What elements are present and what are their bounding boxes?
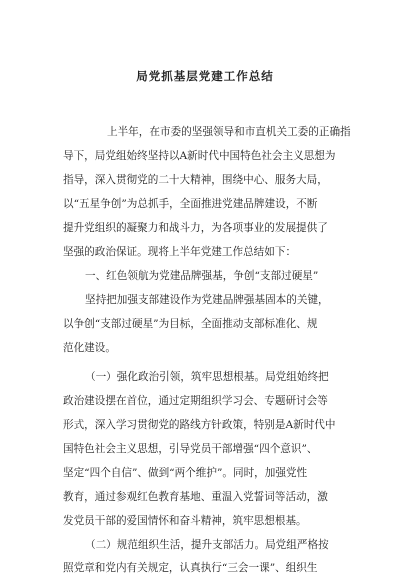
document-title: 局党抓基层党建工作总结 xyxy=(136,69,274,83)
paragraph-line: 发党员干部的爱国情怀和奋斗精神，筑牢思想根基。 xyxy=(63,515,307,527)
paragraph-line: 坚定“四个自信”、做到“两个维护”。同时，加强党性 xyxy=(63,467,308,479)
subsection-heading: （二）规范组织生活，提升支部活力。局党组严格按 xyxy=(85,539,329,551)
paragraph-line: 导下，局党组始终坚持以A新时代中国特色社会主义思想为 xyxy=(63,150,336,162)
paragraph-line: 政治建设摆在首位，通过定期组织学习会、专题研讨会等 xyxy=(63,395,328,407)
paragraph-line: 指导，深入贯彻党的二十大精神，围绕中心、服务大局， xyxy=(63,174,328,186)
paragraph-line: 坚持把加强支部建设作为党建品牌强基固本的关键， xyxy=(85,294,329,306)
paragraph-line: 以“五星争创”为总抓手，全面推进党建品牌建设，不断 xyxy=(63,198,318,210)
subsection-heading: （一）强化政治引领，筑牢思想根基。局党组始终把 xyxy=(85,371,329,383)
section-heading: 一、红色领航为党建品牌强基，争创“支部过硬星” xyxy=(85,270,319,282)
paragraph-line: 国特色社会主义思想，引导党员干部增强“四个意识”、 xyxy=(63,443,318,455)
paragraph-line: 以争创“支部过硬星”为目标，全面推动支部标准化、规 xyxy=(63,318,318,330)
paragraph-line: 提升党组织的凝聚力和战斗力，为各项事业的发展提供了 xyxy=(63,222,328,234)
paragraph-line: 范化建设。 xyxy=(63,342,116,354)
paragraph-line: 上半年，在市委的坚强领导和市直机关工委的正确指 xyxy=(107,126,351,138)
paragraph-line: 照党章和党内有关规定，认真执行“三会一课”、组织生 xyxy=(63,562,318,574)
paragraph-line: 教育，通过参观红色教育基地、重温入党誓词等活动，激 xyxy=(63,491,328,503)
paragraph-line: 坚强的政治保证。现将上半年党建工作总结如下： xyxy=(63,246,297,258)
paragraph-line: 形式，深入学习贯彻党的路线方针政策，特别是A新时代中 xyxy=(63,419,336,431)
